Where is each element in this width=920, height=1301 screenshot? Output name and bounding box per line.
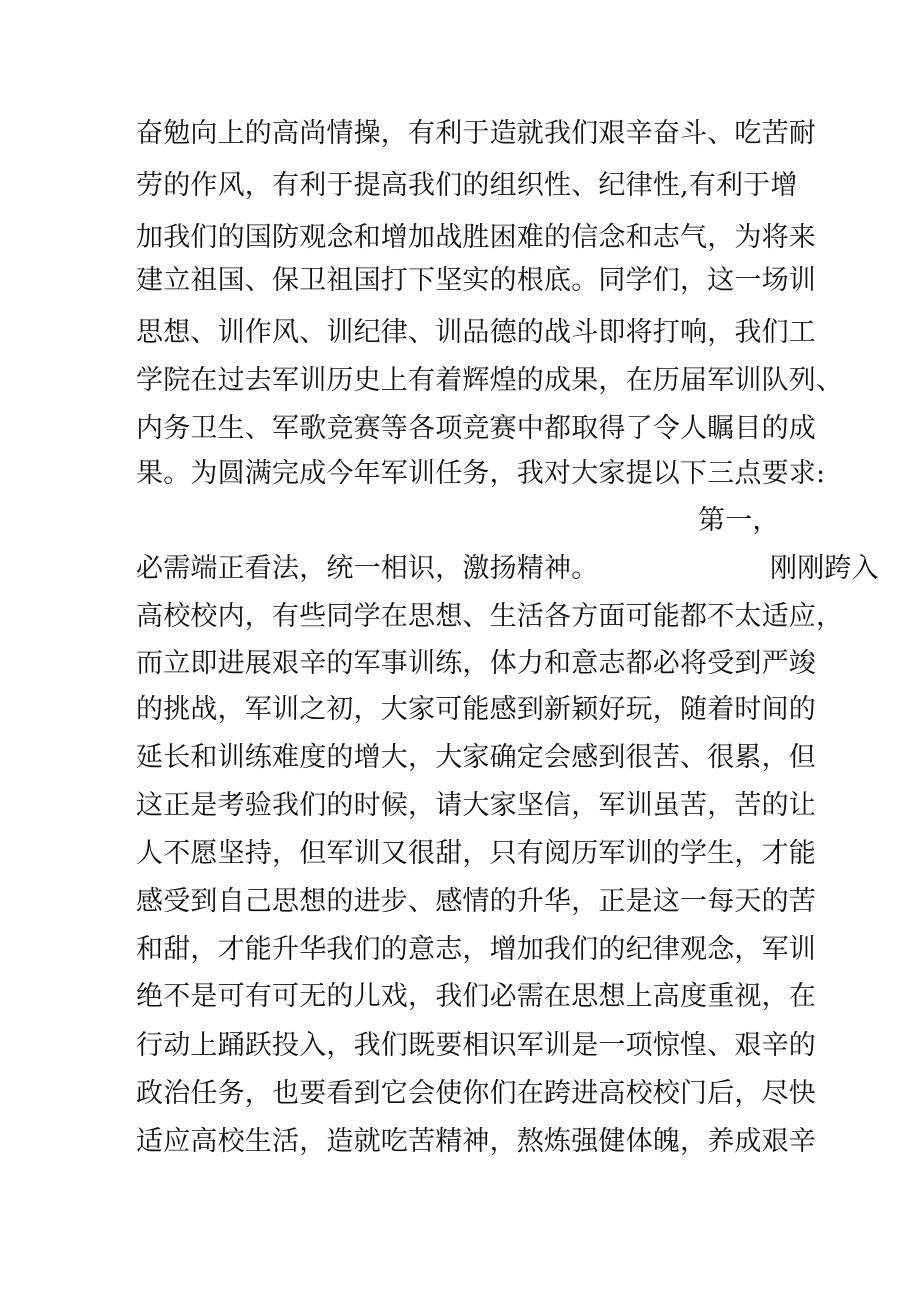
text-line: 的挑战，军训之初，大家可能感到新颖好玩，随着时间的 (136, 694, 816, 725)
text-line: 内务卫生、军歌竞赛等各项竞赛中都取得了令人瞩目的成 (136, 413, 816, 444)
section-heading-first: 第一， (698, 505, 780, 536)
text-line: 人不愿坚持，但军训又很甜，只有阅历军训的学生，才能 (136, 838, 816, 869)
text-line: 政治任务，也要看到它会使你们在跨进高校校门后，尽快 (136, 1078, 816, 1109)
text-line: 高校校内，有些同学在思想、生活各方面可能都不太适应， (136, 601, 844, 632)
text-line: 这正是考验我们的时候，请大家坚信，军训虽苦，苦的让 (136, 790, 816, 821)
text-line (136, 553, 879, 585)
text-line: 感受到自己思想的进步、感情的升华，正是这一每天的苦 (136, 886, 816, 917)
text-line: 行动上踊跃投入，我们既要相识军训是一项惊惶、艰辛的 (136, 1030, 816, 1061)
text-line: 劳的作风，有利于提高我们的组织性、纪律性,有利于增 (136, 170, 798, 201)
text-line: 奋勉向上的高尚情操，有利于造就我们艰辛奋斗、吃苦耐 (136, 118, 816, 149)
text-line: 加我们的国防观念和增加战胜困难的信念和志气，为将来 (136, 222, 816, 253)
section-title: 必需端正看法，统一相识，激扬精神。 (136, 553, 599, 584)
text-line: 学院在过去军训历史上有着辉煌的成果，在历届军训队列、 (136, 365, 844, 396)
text-line: 适应高校生活，造就吃苦精神，熬炼强健体魄，养成艰辛 (136, 1126, 816, 1157)
text-line: 和甜，才能升华我们的意志，增加我们的纪律观念，军训 (136, 934, 816, 965)
text-line: 绝不是可有可无的儿戏，我们必需在思想上高度重视，在 (136, 981, 816, 1012)
text-line: 建立祖国、保卫祖国打下坚实的根底。同学们，这一场训 (136, 265, 816, 296)
text-fragment: 刚刚跨入 (770, 553, 879, 584)
text-line: 果。为圆满完成今年军训任务，我对大家提以下三点要求: (136, 458, 826, 489)
text-line: 而立即进展艰辛的军事训练，体力和意志都必将受到严竣 (136, 648, 816, 679)
text-line: 延长和训练难度的增大，大家确定会感到很苦、很累，但 (136, 742, 816, 773)
text-line: 思想、训作风、训纪律、训品德的战斗即将打响，我们工 (136, 317, 816, 348)
